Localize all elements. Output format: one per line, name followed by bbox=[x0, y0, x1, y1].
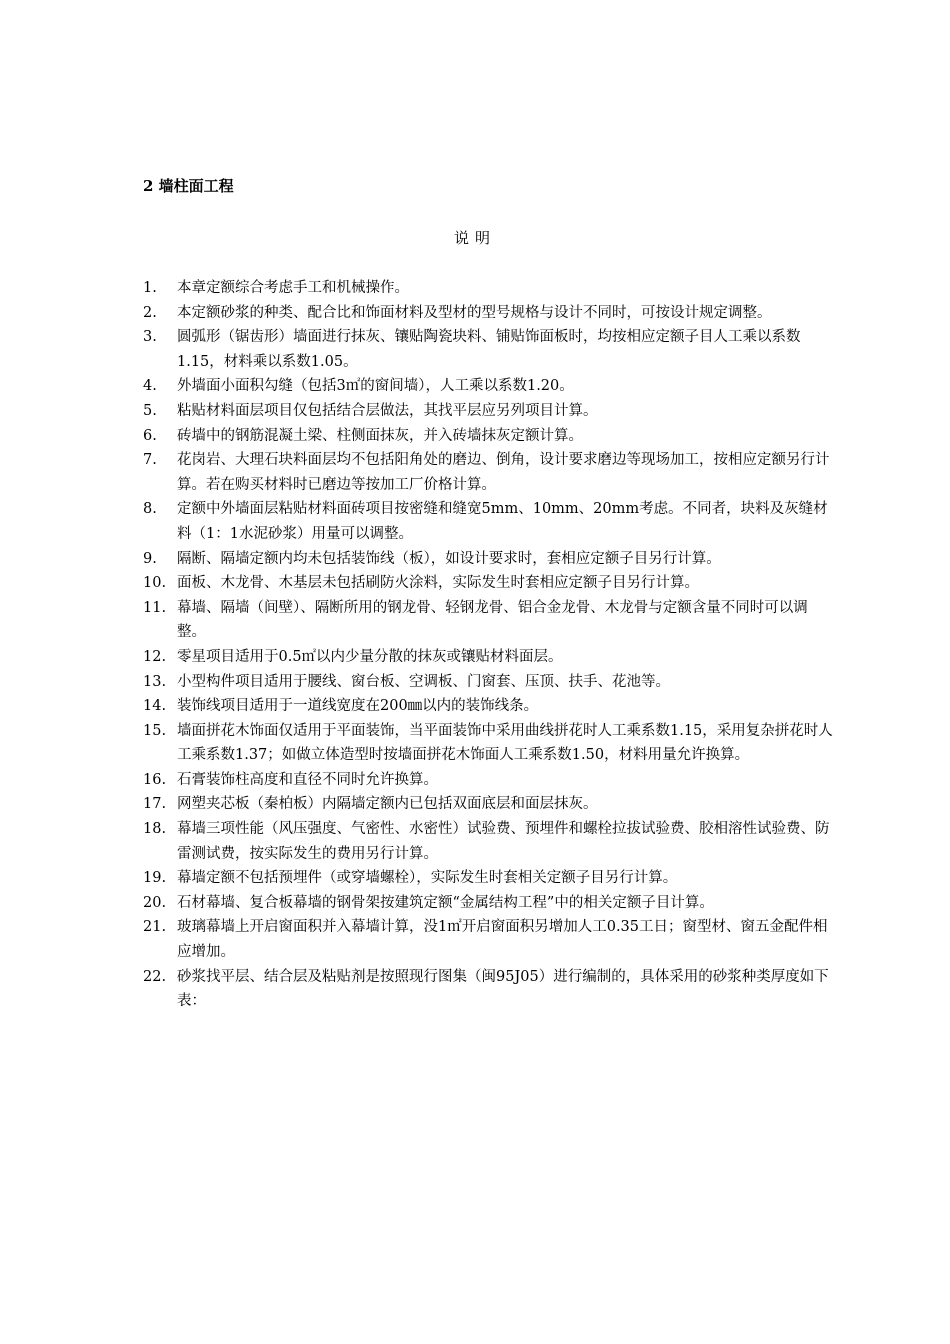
item-text: 本章定额综合考虑手工和机械操作。 bbox=[177, 280, 409, 296]
item-text: 网塑夹芯板（秦柏板）内隔墙定额内已包括双面底层和面层抹灰。 bbox=[177, 796, 598, 813]
item-number: 9. bbox=[143, 550, 157, 567]
list-item bbox=[143, 768, 833, 793]
item-text: 小型构件项目适用于腰线、窗台板、空调板、门窗套、压顶、扶手、花池等。 bbox=[177, 673, 670, 690]
list-item bbox=[143, 448, 833, 497]
list-item bbox=[143, 792, 833, 817]
list-item bbox=[143, 547, 833, 572]
list-item bbox=[143, 645, 833, 670]
list-item bbox=[143, 399, 833, 424]
item-number: 8. bbox=[143, 501, 157, 518]
explanation-list bbox=[143, 276, 833, 1014]
item-text: 玻璃幕墙上开启窗面积并入幕墙计算，没1㎡开启窗面积另增加人工0.35工日；窗型材、窗五金配件相应增加。 bbox=[177, 919, 828, 961]
item-number: 11. bbox=[143, 599, 167, 616]
list-item bbox=[143, 670, 833, 695]
item-text: 装饰线项目适用于一道线宽度在200㎜以内的装饰线条。 bbox=[177, 698, 539, 715]
item-text: 粘贴材料面层项目仅包括结合层做法，其找平层应另列项目计算。 bbox=[177, 402, 598, 419]
item-number: 5. bbox=[143, 402, 157, 419]
item-text: 圆弧形（锯齿形）墙面进行抹灰、镶贴陶瓷块料、铺贴饰面板时，均按相应定额子目人工乘以系数1.15，材料乘以系数1.05。 bbox=[177, 329, 801, 370]
item-text: 花岗岩、大理石块料面层均不包括阳角处的磨边、倒角，设计要求磨边等现场加工，按相应定额另行计算。若在购买材料时已磨边等按加工厂价格计算。 bbox=[177, 452, 830, 493]
list-item bbox=[143, 325, 833, 374]
item-number: 16. bbox=[143, 771, 167, 788]
item-text: 墙面拼花木饰面仅适用于平面装饰，当平面装饰中采用曲线拼花时人工乘系数1.15，采用复杂拼花时人工乘系数1.37；如做立体造型时按墙面拼花木饰面人工乘系数1.50，材料用量允许换算。 bbox=[177, 722, 833, 764]
item-text: 幕墙、隔墙（间壁）、隔断所用的钢龙骨、轻钢龙骨、铝合金龙骨、木龙骨与定额含量不同时可以调整。 bbox=[177, 599, 808, 641]
item-text: 本定额砂浆的种类、配合比和饰面材料及型材的型号规格与设计不同时，可按设计规定调整。 bbox=[177, 304, 772, 321]
item-number: 10. bbox=[143, 575, 167, 592]
item-number: 20. bbox=[143, 894, 167, 911]
item-number: 7. bbox=[143, 452, 157, 469]
list-item bbox=[143, 891, 833, 916]
item-text: 面板、木龙骨、木基层未包括刷防火涂料，实际发生时套相应定额子目另行计算。 bbox=[177, 575, 699, 592]
item-number: 14. bbox=[143, 698, 167, 715]
item-number: 18. bbox=[143, 821, 167, 838]
item-text: 石膏装饰柱高度和直径不同时允许换算。 bbox=[177, 771, 438, 788]
item-number: 21. bbox=[143, 919, 167, 936]
list-item bbox=[143, 276, 833, 301]
item-text: 砂浆找平层、结合层及粘贴剂是按照现行图集（闽95J05）进行编制的，具体采用的砂浆种类厚度如下表： bbox=[177, 968, 829, 1010]
item-number: 3. bbox=[143, 329, 157, 346]
list-item bbox=[143, 424, 833, 449]
item-text: 零星项目适用于0.5㎡以内少量分散的抹灰或镶贴材料面层。 bbox=[177, 648, 563, 665]
item-number: 22. bbox=[143, 968, 167, 985]
list-item bbox=[143, 866, 833, 891]
list-item bbox=[143, 719, 833, 768]
chapter-title: 2 墙柱面工程 bbox=[143, 177, 234, 195]
item-number: 13. bbox=[143, 673, 167, 690]
list-item bbox=[143, 965, 833, 1014]
item-number: 1. bbox=[143, 280, 157, 296]
list-item bbox=[143, 596, 833, 645]
item-number: 12. bbox=[143, 648, 167, 665]
item-text: 砖墙中的钢筋混凝土梁、柱侧面抹灰，并入砖墙抹灰定额计算。 bbox=[177, 427, 583, 444]
item-text: 定额中外墙面层粘贴材料面砖项目按密缝和缝宽5mm、10mm、20mm考虑。不同者，块料及灰缝材料（1：1水泥砂浆）用量可以调整。 bbox=[177, 501, 828, 542]
item-text: 幕墙定额不包括预埋件（或穿墙螺栓），实际发生时套相关定额子目另行计算。 bbox=[177, 870, 678, 887]
item-number: 2. bbox=[143, 304, 157, 321]
item-text: 外墙面小面积勾缝（包括3㎡的窗间墙），人工乘以系数1.20。 bbox=[177, 378, 574, 395]
item-text: 石材幕墙、复合板幕墙的钢骨架按建筑定额“金属结构工程”中的相关定额子目计算。 bbox=[177, 894, 714, 911]
item-number: 6. bbox=[143, 427, 157, 444]
list-item bbox=[143, 497, 833, 546]
list-item bbox=[143, 374, 833, 399]
item-number: 17. bbox=[143, 796, 167, 813]
list-item bbox=[143, 817, 833, 866]
item-text: 隔断、隔墙定额内均未包括装饰线（板），如设计要求时，套相应定额子目另行计算。 bbox=[177, 550, 721, 567]
list-item bbox=[143, 694, 833, 719]
item-number: 19. bbox=[143, 870, 167, 887]
item-number: 15. bbox=[143, 722, 167, 739]
list-item bbox=[143, 915, 833, 964]
item-number: 4. bbox=[143, 378, 157, 395]
item-text: 幕墙三项性能（风压强度、气密性、水密性）试验费、预埋件和螺栓拉拔试验费、胶相溶性试验费、防雷测试费，按实际发生的费用另行计算。 bbox=[177, 821, 830, 862]
section-title: 说明 bbox=[453, 229, 496, 247]
list-item bbox=[143, 571, 833, 596]
list-item bbox=[143, 301, 833, 326]
